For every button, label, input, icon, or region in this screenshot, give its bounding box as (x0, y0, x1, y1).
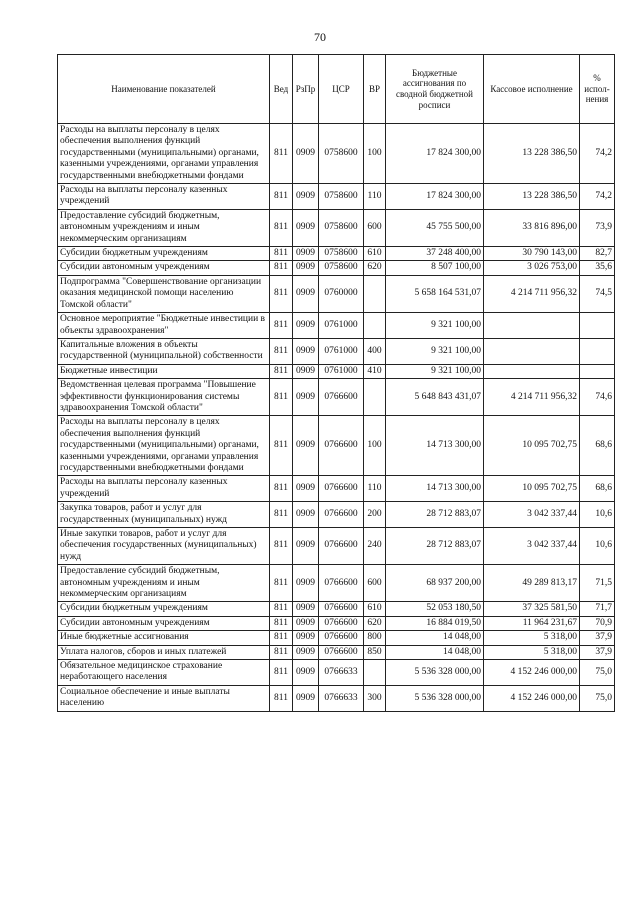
table-row (58, 528, 615, 565)
table-row (58, 209, 615, 246)
cell-ved: 811 (270, 124, 293, 184)
cell-rzpr: 0909 (293, 313, 319, 339)
cell-pct: 82,7 (580, 247, 615, 261)
cell-budget: 5 536 328 000,00 (386, 660, 484, 686)
cell-budget: 17 824 300,00 (386, 124, 484, 184)
cell-pct: 74,6 (580, 379, 615, 416)
cell-rzpr: 0909 (293, 631, 319, 645)
cell-rzpr: 0909 (293, 416, 319, 476)
cell-pct: 68,6 (580, 416, 615, 476)
cell-csr: 0758600 (319, 261, 364, 275)
cell-rzpr: 0909 (293, 209, 319, 246)
cell-rzpr: 0909 (293, 476, 319, 502)
cell-cash: 3 026 753,00 (484, 261, 580, 275)
cell-ved: 811 (270, 616, 293, 630)
cell-vr: 100 (364, 124, 386, 184)
header-rzpr: РзПр (293, 55, 319, 124)
cell-csr: 0766600 (319, 645, 364, 659)
table-row (58, 502, 615, 528)
cell-csr: 0760000 (319, 275, 364, 312)
cell-name: Расходы на выплаты персоналу казенных учреждений (58, 184, 270, 210)
cell-name: Закупка товаров, работ и услуг для государственных (муниципальных) нужд (58, 502, 270, 528)
cell-name: Социальное обеспечение и иные выплаты населению (58, 685, 270, 711)
cell-vr (364, 660, 386, 686)
cell-vr: 410 (364, 364, 386, 378)
table-row (58, 338, 615, 364)
table-row (58, 261, 615, 275)
header-csr: ЦСР (319, 55, 364, 124)
table-row (58, 416, 615, 476)
cell-csr: 0761000 (319, 338, 364, 364)
cell-budget: 17 824 300,00 (386, 184, 484, 210)
page-number: 70 (314, 30, 326, 44)
cell-csr: 0758600 (319, 247, 364, 261)
cell-rzpr: 0909 (293, 364, 319, 378)
cell-rzpr: 0909 (293, 528, 319, 565)
table-row (58, 616, 615, 630)
cell-cash: 4 152 246 000,00 (484, 660, 580, 686)
cell-ved: 811 (270, 184, 293, 210)
table-row (58, 685, 615, 711)
cell-ved: 811 (270, 338, 293, 364)
cell-budget: 14 713 300,00 (386, 476, 484, 502)
cell-cash: 30 790 143,00 (484, 247, 580, 261)
cell-rzpr: 0909 (293, 602, 319, 616)
cell-vr: 850 (364, 645, 386, 659)
cell-pct: 70,9 (580, 616, 615, 630)
cell-ved: 811 (270, 247, 293, 261)
header-pct: % испол-нения (580, 55, 615, 124)
cell-csr: 0766600 (319, 416, 364, 476)
cell-pct: 71,5 (580, 565, 615, 602)
cell-csr: 0766600 (319, 602, 364, 616)
cell-pct: 75,0 (580, 660, 615, 686)
table-row (58, 275, 615, 312)
cell-vr (364, 379, 386, 416)
cell-rzpr: 0909 (293, 660, 319, 686)
table-row (58, 364, 615, 378)
cell-budget: 14 048,00 (386, 645, 484, 659)
cell-rzpr: 0909 (293, 338, 319, 364)
table-row (58, 660, 615, 686)
table-row (58, 476, 615, 502)
cell-cash: 13 228 386,50 (484, 184, 580, 210)
cell-name: Бюджетные инвестиции (58, 364, 270, 378)
cell-pct (580, 338, 615, 364)
cell-cash: 4 214 711 956,32 (484, 275, 580, 312)
cell-ved: 811 (270, 275, 293, 312)
cell-budget: 8 507 100,00 (386, 261, 484, 275)
cell-budget: 5 648 843 431,07 (386, 379, 484, 416)
header-vr: ВР (364, 55, 386, 124)
cell-rzpr: 0909 (293, 616, 319, 630)
cell-csr: 0766600 (319, 502, 364, 528)
cell-vr: 610 (364, 247, 386, 261)
cell-rzpr: 0909 (293, 261, 319, 275)
cell-rzpr: 0909 (293, 685, 319, 711)
cell-vr: 300 (364, 685, 386, 711)
cell-ved: 811 (270, 416, 293, 476)
cell-name: Иные закупки товаров, работ и услуг для обеспечения государственных (муниципальных) нужд (58, 528, 270, 565)
cell-cash: 33 816 896,00 (484, 209, 580, 246)
cell-rzpr: 0909 (293, 502, 319, 528)
cell-rzpr: 0909 (293, 565, 319, 602)
cell-pct: 75,0 (580, 685, 615, 711)
table-row (58, 247, 615, 261)
cell-csr: 0761000 (319, 364, 364, 378)
cell-csr: 0766600 (319, 631, 364, 645)
cell-csr: 0758600 (319, 124, 364, 184)
table-row (58, 631, 615, 645)
cell-cash: 4 214 711 956,32 (484, 379, 580, 416)
cell-budget: 28 712 883,07 (386, 528, 484, 565)
cell-pct: 35,6 (580, 261, 615, 275)
cell-pct: 74,2 (580, 124, 615, 184)
header-name: Наименование показателей (58, 55, 270, 124)
cell-rzpr: 0909 (293, 247, 319, 261)
cell-cash: 13 228 386,50 (484, 124, 580, 184)
cell-name: Ведомственная целевая программа "Повышение эффективности функционирования системы здравоохранения Томской области" (58, 379, 270, 416)
cell-pct (580, 364, 615, 378)
cell-name: Расходы на выплаты персоналу в целях обеспечения выполнения функций государственными (муниципальными) органами, казенными учреждениями, органами управления государственными внебюджетными фондами (58, 124, 270, 184)
cell-rzpr: 0909 (293, 379, 319, 416)
cell-csr: 0766600 (319, 476, 364, 502)
cell-vr: 110 (364, 476, 386, 502)
cell-budget: 28 712 883,07 (386, 502, 484, 528)
table-row (58, 602, 615, 616)
cell-vr: 610 (364, 602, 386, 616)
cell-ved: 811 (270, 379, 293, 416)
cell-pct: 10,6 (580, 528, 615, 565)
cell-ved: 811 (270, 602, 293, 616)
cell-cash: 37 325 581,50 (484, 602, 580, 616)
cell-name: Подпрограмма "Совершенствование организации оказания медицинской помощи населению Томской области" (58, 275, 270, 312)
cell-name: Субсидии бюджетным учреждениям (58, 247, 270, 261)
cell-ved: 811 (270, 631, 293, 645)
cell-rzpr: 0909 (293, 124, 319, 184)
cell-ved: 811 (270, 476, 293, 502)
cell-budget: 5 658 164 531,07 (386, 275, 484, 312)
cell-vr: 620 (364, 261, 386, 275)
cell-ved: 811 (270, 660, 293, 686)
cell-budget: 14 048,00 (386, 631, 484, 645)
cell-name: Предоставление субсидий бюджетным, автономным учреждениям и иным некоммерческим организациям (58, 209, 270, 246)
cell-name: Субсидии автономным учреждениям (58, 616, 270, 630)
cell-csr: 0758600 (319, 209, 364, 246)
cell-ved: 811 (270, 209, 293, 246)
cell-budget: 37 248 400,00 (386, 247, 484, 261)
cell-csr: 0766600 (319, 379, 364, 416)
cell-vr: 620 (364, 616, 386, 630)
cell-csr: 0766600 (319, 528, 364, 565)
cell-pct: 37,9 (580, 631, 615, 645)
table-header-row (58, 55, 615, 124)
cell-cash: 3 042 337,44 (484, 528, 580, 565)
cell-name: Предоставление субсидий бюджетным, автономным учреждениям и иным некоммерческим организациям (58, 565, 270, 602)
cell-name: Основное мероприятие "Бюджетные инвестиции в объекты здравоохранения" (58, 313, 270, 339)
cell-pct: 37,9 (580, 645, 615, 659)
cell-name: Расходы на выплаты персоналу казенных учреждений (58, 476, 270, 502)
cell-budget: 68 937 200,00 (386, 565, 484, 602)
cell-csr: 0766633 (319, 660, 364, 686)
cell-pct: 73,9 (580, 209, 615, 246)
cell-cash: 4 152 246 000,00 (484, 685, 580, 711)
cell-budget: 16 884 019,50 (386, 616, 484, 630)
cell-budget: 9 321 100,00 (386, 364, 484, 378)
cell-cash (484, 364, 580, 378)
cell-cash: 5 318,00 (484, 645, 580, 659)
cell-csr: 0758600 (319, 184, 364, 210)
header-ved: Вед (270, 55, 293, 124)
cell-vr: 240 (364, 528, 386, 565)
cell-name: Субсидии автономным учреждениям (58, 261, 270, 275)
cell-vr: 800 (364, 631, 386, 645)
cell-ved: 811 (270, 502, 293, 528)
cell-vr: 400 (364, 338, 386, 364)
cell-cash: 3 042 337,44 (484, 502, 580, 528)
cell-cash: 10 095 702,75 (484, 416, 580, 476)
cell-budget: 52 053 180,50 (386, 602, 484, 616)
cell-budget: 45 755 500,00 (386, 209, 484, 246)
cell-pct: 74,2 (580, 184, 615, 210)
cell-rzpr: 0909 (293, 645, 319, 659)
cell-pct (580, 313, 615, 339)
cell-ved: 811 (270, 364, 293, 378)
table-row (58, 124, 615, 184)
table-row (58, 645, 615, 659)
cell-cash (484, 338, 580, 364)
cell-pct: 10,6 (580, 502, 615, 528)
cell-vr: 600 (364, 209, 386, 246)
cell-name: Уплата налогов, сборов и иных платежей (58, 645, 270, 659)
cell-cash: 10 095 702,75 (484, 476, 580, 502)
cell-pct: 71,7 (580, 602, 615, 616)
cell-name: Расходы на выплаты персоналу в целях обеспечения выполнения функций государственными (муниципальными) органами, казенными учреждениями, органами управления государственными внебюджетными фондами (58, 416, 270, 476)
cell-cash: 11 964 231,67 (484, 616, 580, 630)
cell-ved: 811 (270, 645, 293, 659)
table-row (58, 565, 615, 602)
cell-budget: 5 536 328 000,00 (386, 685, 484, 711)
cell-ved: 811 (270, 528, 293, 565)
cell-name: Капитальные вложения в объекты государственной (муниципальной) собственности (58, 338, 270, 364)
cell-budget: 14 713 300,00 (386, 416, 484, 476)
table-row (58, 313, 615, 339)
cell-budget: 9 321 100,00 (386, 338, 484, 364)
cell-vr: 100 (364, 416, 386, 476)
cell-pct: 68,6 (580, 476, 615, 502)
cell-name: Обязательное медицинское страхование неработающего населения (58, 660, 270, 686)
cell-vr: 200 (364, 502, 386, 528)
cell-rzpr: 0909 (293, 275, 319, 312)
cell-name: Субсидии бюджетным учреждениям (58, 602, 270, 616)
cell-budget: 9 321 100,00 (386, 313, 484, 339)
cell-csr: 0766600 (319, 565, 364, 602)
cell-ved: 811 (270, 261, 293, 275)
table-row (58, 379, 615, 416)
cell-vr (364, 275, 386, 312)
cell-cash: 5 318,00 (484, 631, 580, 645)
cell-cash: 49 289 813,17 (484, 565, 580, 602)
cell-vr: 110 (364, 184, 386, 210)
header-cash: Кассовое исполнение (484, 55, 580, 124)
cell-ved: 811 (270, 685, 293, 711)
cell-cash (484, 313, 580, 339)
cell-ved: 811 (270, 565, 293, 602)
budget-table (57, 54, 615, 712)
cell-csr: 0766633 (319, 685, 364, 711)
cell-name: Иные бюджетные ассигнования (58, 631, 270, 645)
table-body (58, 124, 615, 712)
cell-pct: 74,5 (580, 275, 615, 312)
cell-csr: 0761000 (319, 313, 364, 339)
header-budget: Бюджетные ассигнования по сводной бюджетной росписи (386, 55, 484, 124)
cell-ved: 811 (270, 313, 293, 339)
cell-csr: 0766600 (319, 616, 364, 630)
cell-vr (364, 313, 386, 339)
cell-rzpr: 0909 (293, 184, 319, 210)
cell-vr: 600 (364, 565, 386, 602)
table-row (58, 184, 615, 210)
